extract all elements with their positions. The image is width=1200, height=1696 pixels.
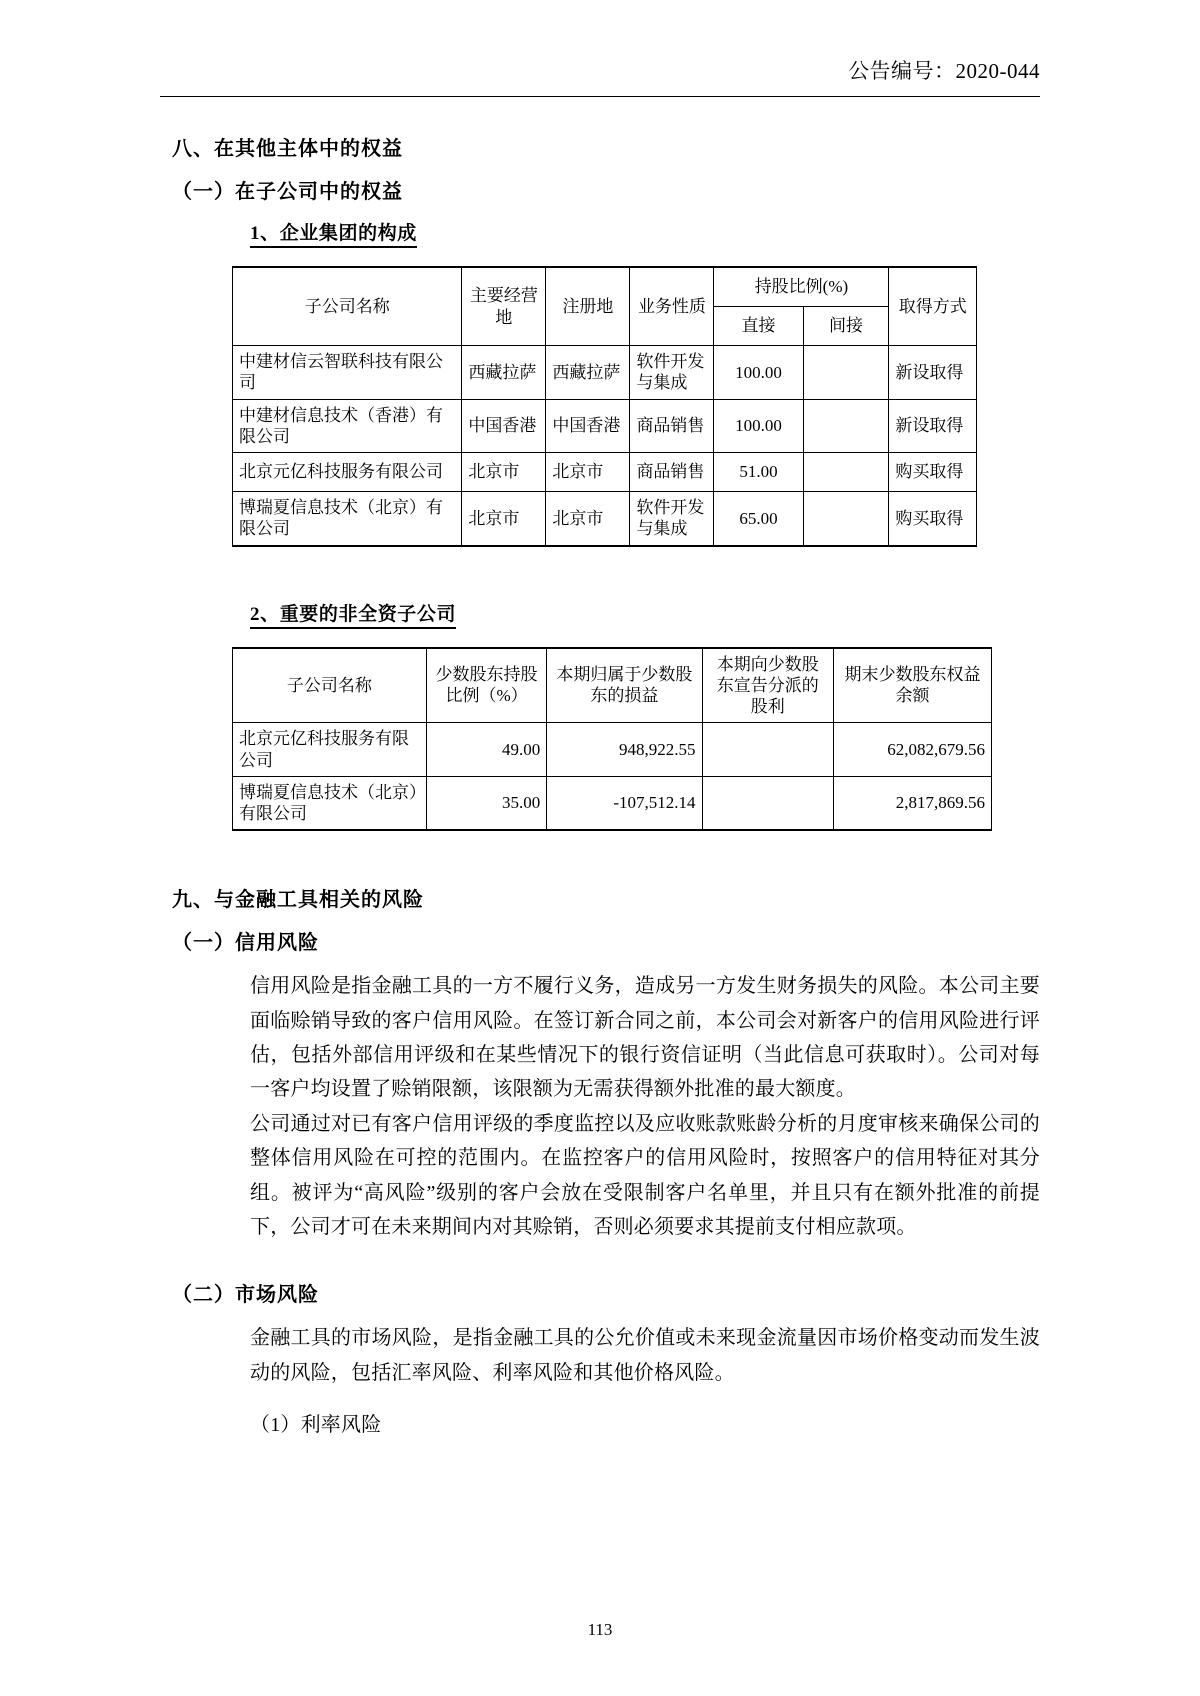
spacer [160, 1244, 1040, 1278]
cell-business-nature: 软件开发与集成 [630, 492, 714, 546]
table-header-row [233, 648, 992, 723]
header-cell-direct: 直接 [714, 307, 803, 346]
cell-direct: 65.00 [714, 492, 803, 546]
table-row [233, 776, 992, 830]
cell-name: 博瑞夏信息技术（北京）有限公司 [233, 776, 427, 830]
cell-indirect [803, 492, 889, 546]
header-cell-business-nature: 业务性质 [630, 267, 714, 346]
header-cell-name: 子公司名称 [233, 267, 462, 346]
table-group-composition [232, 266, 977, 547]
table-row [233, 399, 977, 453]
cell-name: 博瑞夏信息技术（北京）有限公司 [233, 492, 462, 546]
section-heading-9: 九、与金融工具相关的风险 [172, 889, 424, 912]
header-cell-minority-equity: 期末少数股东权益余额 [833, 648, 991, 723]
cell-dividend [702, 723, 833, 777]
cell-indirect [803, 346, 889, 400]
cell-registration: 北京市 [546, 492, 630, 546]
cell-acquire-way: 新设取得 [889, 399, 977, 453]
paragraph-market-risk-1: 金融工具的市场风险，是指金融工具的公允价值或未来现金流量因市场价格变动而发生波动的风险，包括汇率风险、利率风险和其他价格风险。 [250, 1327, 1040, 1384]
header-cell-name: 子公司名称 [233, 648, 427, 723]
spacer [160, 1390, 1040, 1408]
cell-direct: 100.00 [714, 346, 803, 400]
cell-indirect [803, 399, 889, 453]
table-row [233, 346, 977, 400]
subsection-heading-9-2: （二）市场风险 [172, 1284, 319, 1307]
header-divider [160, 96, 1040, 97]
cell-registration: 北京市 [546, 453, 630, 492]
subsection-heading-8-1-1-wrap [160, 218, 1040, 258]
cell-main-location: 西藏拉萨 [462, 346, 546, 400]
cell-indirect [803, 453, 889, 492]
table-row [233, 453, 977, 492]
cell-business-nature: 软件开发与集成 [630, 346, 714, 400]
cell-minority-profit: 948,922.55 [547, 723, 702, 777]
subsection-heading-8-1-2-wrap [160, 599, 1040, 639]
subsection-heading-8-1-2: 2、重要的非全资子公司 [250, 599, 456, 629]
page-content [160, 132, 1040, 1443]
table-row [233, 492, 977, 546]
paragraph-credit-risk-1: 信用风险是指金融工具的一方不履行义务，造成另一方发生财务损失的风险。本公司主要面临赊销导致的客户信用风险。在签订新合同之前，本公司会对新客户的信用风险进行评估，包括外部信用评级和在某些情况下的银行资信证明（当此信息可获取时）。公司对每一客户均设置了赊销限额，该限额为无需获得额外批准的最大额度。 [250, 975, 1040, 1101]
paragraph-interest-rate-risk-label: （1）利率风险 [250, 1414, 382, 1437]
header-cell-acquire-way: 取得方式 [889, 267, 977, 346]
cell-business-nature: 商品销售 [630, 453, 714, 492]
table-row [233, 723, 992, 777]
cell-minority-equity: 62,082,679.56 [833, 723, 991, 777]
cell-direct: 51.00 [714, 453, 803, 492]
header-cell-holding-ratio: 持股比例(%) [714, 267, 889, 307]
cell-registration: 中国香港 [546, 399, 630, 453]
table-header-row [233, 267, 977, 307]
subsection-heading-8-1-1: 1、企业集团的构成 [250, 218, 417, 248]
cell-minority-ratio: 49.00 [426, 723, 546, 777]
spacer [160, 547, 1040, 599]
header-cell-main-location: 主要经营地 [462, 267, 546, 346]
cell-acquire-way: 购买取得 [889, 453, 977, 492]
cell-registration: 西藏拉萨 [546, 346, 630, 400]
cell-minority-ratio: 35.00 [426, 776, 546, 830]
header-cell-minority-ratio: 少数股东持股比例（%） [426, 648, 546, 723]
cell-dividend [702, 776, 833, 830]
header-cell-registration: 注册地 [546, 267, 630, 346]
cell-main-location: 北京市 [462, 453, 546, 492]
section-heading-8: 八、在其他主体中的权益 [172, 138, 403, 160]
cell-name: 北京元亿科技服务有限公司 [233, 453, 462, 492]
cell-business-nature: 商品销售 [630, 399, 714, 453]
cell-main-location: 北京市 [462, 492, 546, 546]
subsection-heading-8-1: （一）在子公司中的权益 [172, 181, 403, 203]
cell-name: 中建材信息技术（香港）有限公司 [233, 399, 462, 453]
page-header-notice-number: 公告编号：2020-044 [848, 59, 1040, 83]
cell-acquire-way: 购买取得 [889, 492, 977, 546]
cell-direct: 100.00 [714, 399, 803, 453]
spacer [160, 831, 1040, 883]
cell-minority-profit: -107,512.14 [547, 776, 702, 830]
header-cell-dividend: 本期向少数股东宣告分派的股利 [702, 648, 833, 723]
paragraph-credit-risk-2: 公司通过对已有客户信用评级的季度监控以及应收账款账龄分析的月度审核来确保公司的整体信用风险在可控的范围内。在监控客户的信用风险时，按照客户的信用特征对其分组。被评为“高风险”级别的客户会放在受限制客户名单里，并且只有在额外批准的前提下，公司才可在未来期间内对其赊销，否则必须要求其提前支付相应款项。 [250, 1112, 1040, 1238]
header-cell-minority-profit: 本期归属于少数股东的损益 [547, 648, 702, 723]
page-number: 113 [587, 1620, 613, 1639]
table-non-wholly-owned-subsidiaries [232, 647, 992, 832]
cell-name: 北京元亿科技服务有限公司 [233, 723, 427, 777]
cell-main-location: 中国香港 [462, 399, 546, 453]
header-cell-indirect: 间接 [803, 307, 889, 346]
cell-minority-equity: 2,817,869.56 [833, 776, 991, 830]
cell-name: 中建材信云智联科技有限公司 [233, 346, 462, 400]
subsection-heading-9-1: （一）信用风险 [172, 932, 319, 955]
cell-acquire-way: 新设取得 [889, 346, 977, 400]
